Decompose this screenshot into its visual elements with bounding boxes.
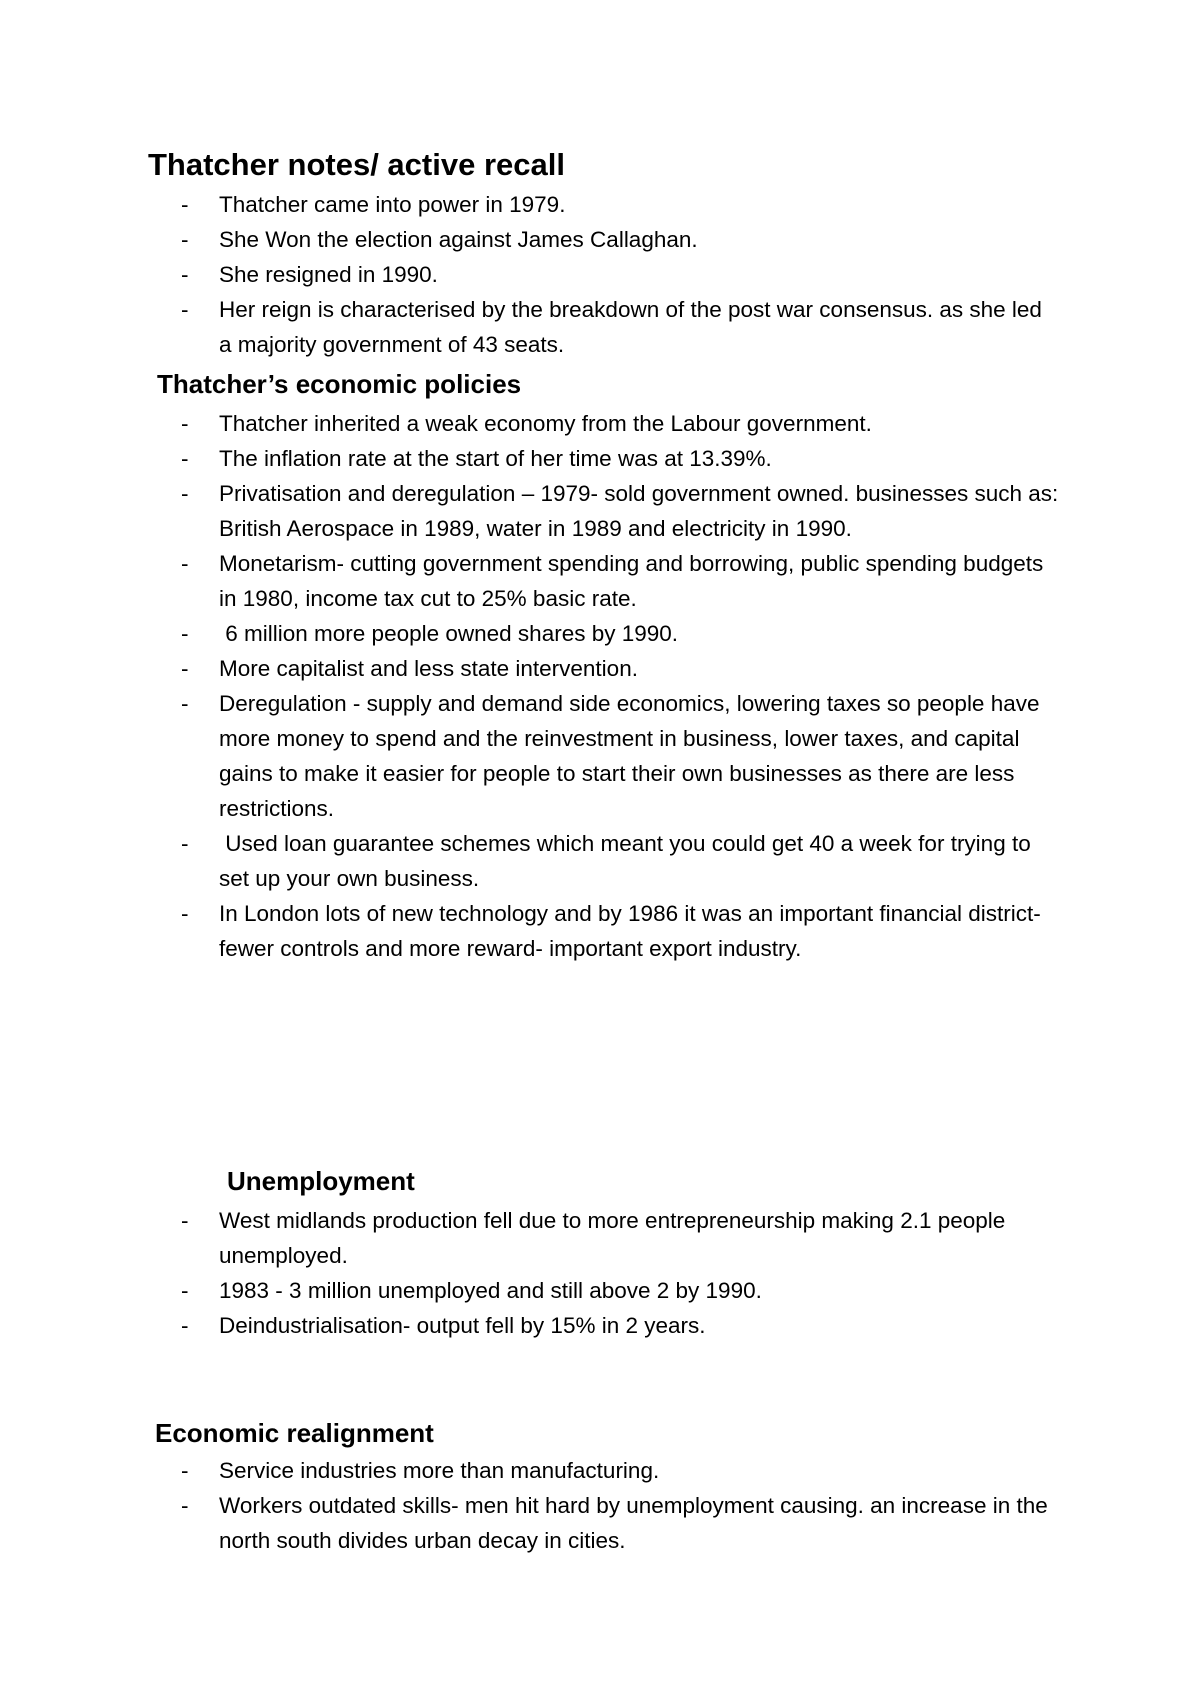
section-heading-economic-policies: Thatcher’s economic policies bbox=[157, 369, 522, 399]
list-item bbox=[0, 616, 1200, 651]
list-item-text: Deregulation - supply and demand side economics, lowering taxes so people have more money to spend and the reinvestment in business, lower taxes, and capital gains to make it easier for people to start their own businesses as there are less restrictions. bbox=[219, 691, 1046, 821]
bullet-dash: - bbox=[181, 1208, 189, 1233]
bullet-dash: - bbox=[181, 621, 189, 646]
list-item bbox=[0, 1203, 1200, 1273]
list-item-text: The inflation rate at the start of her time was at 13.39%. bbox=[219, 446, 772, 471]
list-item-text: West midlands production fell due to more entrepreneurship making 2.1 people unemployed. bbox=[219, 1208, 1012, 1268]
bullet-dash: - bbox=[181, 1313, 189, 1338]
bullet-dash: - bbox=[181, 831, 189, 856]
list-item bbox=[0, 476, 1200, 546]
bullet-dash: - bbox=[181, 551, 189, 576]
economic-policies-list-section bbox=[0, 406, 1200, 966]
list-item-text: Her reign is characterised by the breakdown of the post war consensus. as she led a majority government of 43 seats. bbox=[219, 297, 1049, 357]
economic-realignment-list bbox=[0, 1453, 1200, 1558]
economic-realignment-list-section bbox=[0, 1453, 1200, 1558]
list-item bbox=[0, 222, 1200, 257]
unemployment-list-section bbox=[0, 1203, 1200, 1343]
list-item bbox=[0, 441, 1200, 476]
bullet-dash: - bbox=[181, 262, 189, 287]
list-item bbox=[0, 257, 1200, 292]
intro-list-section bbox=[0, 187, 1200, 362]
list-item bbox=[0, 896, 1200, 966]
intro-list bbox=[0, 187, 1200, 362]
bullet-dash: - bbox=[181, 481, 189, 506]
list-item bbox=[0, 686, 1200, 826]
list-item bbox=[0, 1273, 1200, 1308]
list-item bbox=[0, 1453, 1200, 1488]
bullet-dash: - bbox=[181, 1493, 189, 1518]
bullet-dash: - bbox=[181, 227, 189, 252]
page-title: Thatcher notes/ active recall bbox=[148, 147, 565, 182]
list-item-text: Deindustrialisation- output fell by 15% in 2 years. bbox=[219, 1313, 706, 1338]
bullet-dash: - bbox=[181, 1458, 189, 1483]
bullet-dash: - bbox=[181, 446, 189, 471]
list-item-text: Service industries more than manufacturing. bbox=[219, 1458, 660, 1483]
list-item bbox=[0, 1488, 1200, 1558]
bullet-dash: - bbox=[181, 297, 189, 322]
list-item-text: Thatcher inherited a weak economy from the Labour government. bbox=[219, 411, 872, 436]
list-item-text: Used loan guarantee schemes which meant you could get 40 a week for trying to set up your own business. bbox=[219, 831, 1037, 891]
list-item-text: Monetarism- cutting government spending and borrowing, public spending budgets in 1980, income tax cut to 25% basic rate. bbox=[219, 551, 1050, 611]
bullet-dash: - bbox=[181, 901, 189, 926]
list-item bbox=[0, 292, 1200, 362]
list-item-text: She Won the election against James Callaghan. bbox=[219, 227, 698, 252]
bullet-dash: - bbox=[181, 691, 189, 716]
unemployment-list bbox=[0, 1203, 1200, 1343]
economic-policies-list bbox=[0, 406, 1200, 966]
list-item-text: More capitalist and less state intervention. bbox=[219, 656, 638, 681]
list-item bbox=[0, 406, 1200, 441]
bullet-dash: - bbox=[181, 411, 189, 436]
bullet-dash: - bbox=[181, 656, 189, 681]
list-item bbox=[0, 826, 1200, 896]
bullet-dash: - bbox=[181, 1278, 189, 1303]
bullet-dash: - bbox=[181, 192, 189, 217]
list-item-text: Privatisation and deregulation – 1979- sold government owned. businesses such as: British Aerospace in 1989, water in 1989 and electricity in 1990. bbox=[219, 481, 1065, 541]
list-item-text: 1983 - 3 million unemployed and still above 2 by 1990. bbox=[219, 1278, 762, 1303]
list-item-text: Workers outdated skills- men hit hard by unemployment causing. an increase in the north south divides urban decay in cities. bbox=[219, 1493, 1055, 1553]
list-item-text: She resigned in 1990. bbox=[219, 262, 438, 287]
list-item bbox=[0, 651, 1200, 686]
list-item bbox=[0, 546, 1200, 616]
list-item bbox=[0, 1308, 1200, 1343]
list-item-text: In London lots of new technology and by 1986 it was an important financial district- fewer controls and more reward- important export industry. bbox=[219, 901, 1047, 961]
section-heading-unemployment: Unemployment bbox=[227, 1166, 415, 1196]
section-heading-economic-realignment: Economic realignment bbox=[155, 1418, 434, 1448]
list-item-text: 6 million more people owned shares by 1990. bbox=[219, 621, 679, 646]
list-item bbox=[0, 187, 1200, 222]
list-item-text: Thatcher came into power in 1979. bbox=[219, 192, 566, 217]
